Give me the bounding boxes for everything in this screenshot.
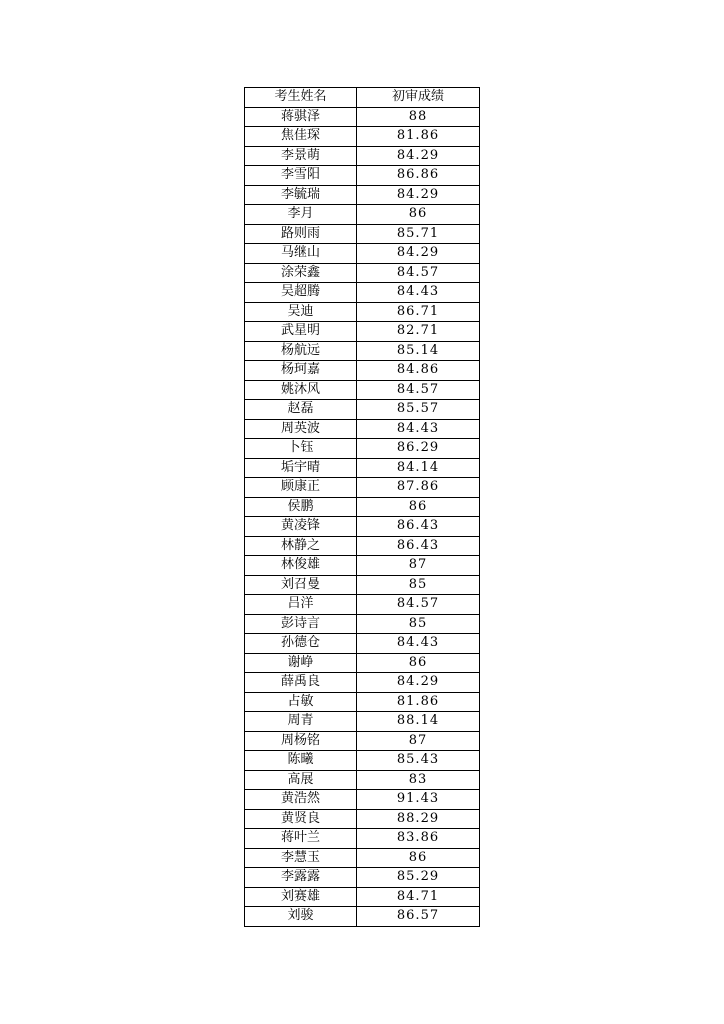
score-cell: 86.86 [357,166,480,186]
candidate-name-cell: 孙德仓 [245,634,357,654]
candidate-name-cell: 马继山 [245,244,357,264]
score-cell: 85.14 [357,341,480,361]
score-cell: 85 [357,575,480,595]
table-row [245,575,480,595]
table-row [245,439,480,459]
candidate-name-cell: 杨珂嘉 [245,361,357,381]
score-cell: 82.71 [357,322,480,342]
candidate-name-cell: 刘召曼 [245,575,357,595]
score-cell: 85.43 [357,751,480,771]
score-cell: 83 [357,770,480,790]
score-cell: 86 [357,497,480,517]
candidate-name-cell: 杨航远 [245,341,357,361]
table-body [245,107,480,926]
column-header-score: 初审成绩 [357,88,480,108]
candidate-name-cell: 林静之 [245,536,357,556]
score-cell: 81.86 [357,692,480,712]
table-row [245,205,480,225]
score-cell: 84.57 [357,380,480,400]
candidate-name-cell: 蒋骐泽 [245,107,357,127]
table-row [245,634,480,654]
candidate-name-cell: 李毓瑞 [245,185,357,205]
table-row [245,790,480,810]
score-cell: 84.29 [357,244,480,264]
table-row [245,380,480,400]
table-header [245,88,480,108]
candidate-name-cell: 吴迪 [245,302,357,322]
score-cell: 91.43 [357,790,480,810]
score-cell: 85.29 [357,868,480,888]
candidate-name-cell: 黄贤良 [245,809,357,829]
table-row [245,770,480,790]
score-cell: 84.71 [357,887,480,907]
table-row [245,185,480,205]
table-row [245,731,480,751]
score-cell: 85.57 [357,400,480,420]
score-cell: 88.14 [357,712,480,732]
score-cell: 84.43 [357,634,480,654]
candidate-name-cell: 垢宇晴 [245,458,357,478]
score-cell: 86 [357,848,480,868]
table-row [245,341,480,361]
candidate-name-cell: 林俊雄 [245,556,357,576]
header-row [245,88,480,108]
score-cell: 84.86 [357,361,480,381]
score-cell: 81.86 [357,127,480,147]
table-row [245,400,480,420]
candidate-name-cell: 路则雨 [245,224,357,244]
column-header-name: 考生姓名 [245,88,357,108]
candidate-name-cell: 李露露 [245,868,357,888]
score-cell: 88.29 [357,809,480,829]
candidate-name-cell: 高展 [245,770,357,790]
score-cell: 86 [357,205,480,225]
candidate-name-cell: 吴超腾 [245,283,357,303]
table-row [245,809,480,829]
candidate-name-cell: 彭诗言 [245,614,357,634]
score-cell: 87.86 [357,478,480,498]
table-row [245,302,480,322]
candidate-name-cell: 卜钰 [245,439,357,459]
table-row [245,322,480,342]
candidate-name-cell: 黄凌锋 [245,517,357,537]
score-cell: 84.57 [357,595,480,615]
score-cell: 87 [357,556,480,576]
candidate-name-cell: 薛禹良 [245,673,357,693]
candidate-name-cell: 周青 [245,712,357,732]
candidate-name-cell: 刘赛雄 [245,887,357,907]
candidate-name-cell: 蒋叶兰 [245,829,357,849]
score-cell: 85 [357,614,480,634]
score-cell: 84.29 [357,185,480,205]
candidate-name-cell: 李月 [245,205,357,225]
candidate-name-cell: 谢峥 [245,653,357,673]
candidate-name-cell: 陈曦 [245,751,357,771]
score-table [244,87,480,927]
candidate-name-cell: 焦佳琛 [245,127,357,147]
score-cell: 86.43 [357,536,480,556]
candidate-name-cell: 姚沐风 [245,380,357,400]
score-cell: 86.29 [357,439,480,459]
table-row [245,907,480,927]
table-row [245,692,480,712]
candidate-name-cell: 吕洋 [245,595,357,615]
table-row [245,263,480,283]
candidate-name-cell: 涂荣鑫 [245,263,357,283]
candidate-name-cell: 黄浩然 [245,790,357,810]
candidate-name-cell: 李景萌 [245,146,357,166]
table-row [245,361,480,381]
table-row [245,536,480,556]
score-cell: 84.43 [357,419,480,439]
candidate-name-cell: 李雪阳 [245,166,357,186]
table-row [245,653,480,673]
table-row [245,712,480,732]
table-row [245,478,480,498]
table-row [245,283,480,303]
table-row [245,614,480,634]
score-cell: 84.14 [357,458,480,478]
candidate-name-cell: 侯鹏 [245,497,357,517]
table-row [245,107,480,127]
score-cell: 84.29 [357,673,480,693]
table-row [245,887,480,907]
table-row [245,673,480,693]
table-row [245,419,480,439]
table-row [245,244,480,264]
table-row [245,595,480,615]
table-row [245,517,480,537]
table-row [245,868,480,888]
table-row [245,127,480,147]
score-cell: 85.71 [357,224,480,244]
candidate-name-cell: 顾康正 [245,478,357,498]
table-row [245,224,480,244]
score-cell: 88 [357,107,480,127]
table-row [245,751,480,771]
score-cell: 86.43 [357,517,480,537]
table-row [245,556,480,576]
score-cell: 86.71 [357,302,480,322]
score-cell: 84.29 [357,146,480,166]
score-cell: 84.43 [357,283,480,303]
candidate-name-cell: 武星明 [245,322,357,342]
table-row [245,829,480,849]
score-cell: 86 [357,653,480,673]
table-row [245,848,480,868]
candidate-name-cell: 刘骏 [245,907,357,927]
score-cell: 83.86 [357,829,480,849]
score-cell: 87 [357,731,480,751]
candidate-name-cell: 周英波 [245,419,357,439]
candidate-name-cell: 李慧玉 [245,848,357,868]
table-row [245,146,480,166]
candidate-name-cell: 周杨铭 [245,731,357,751]
table-row [245,458,480,478]
candidate-name-cell: 赵磊 [245,400,357,420]
candidate-name-cell: 占敏 [245,692,357,712]
table-row [245,497,480,517]
score-cell: 86.57 [357,907,480,927]
table-row [245,166,480,186]
score-cell: 84.57 [357,263,480,283]
